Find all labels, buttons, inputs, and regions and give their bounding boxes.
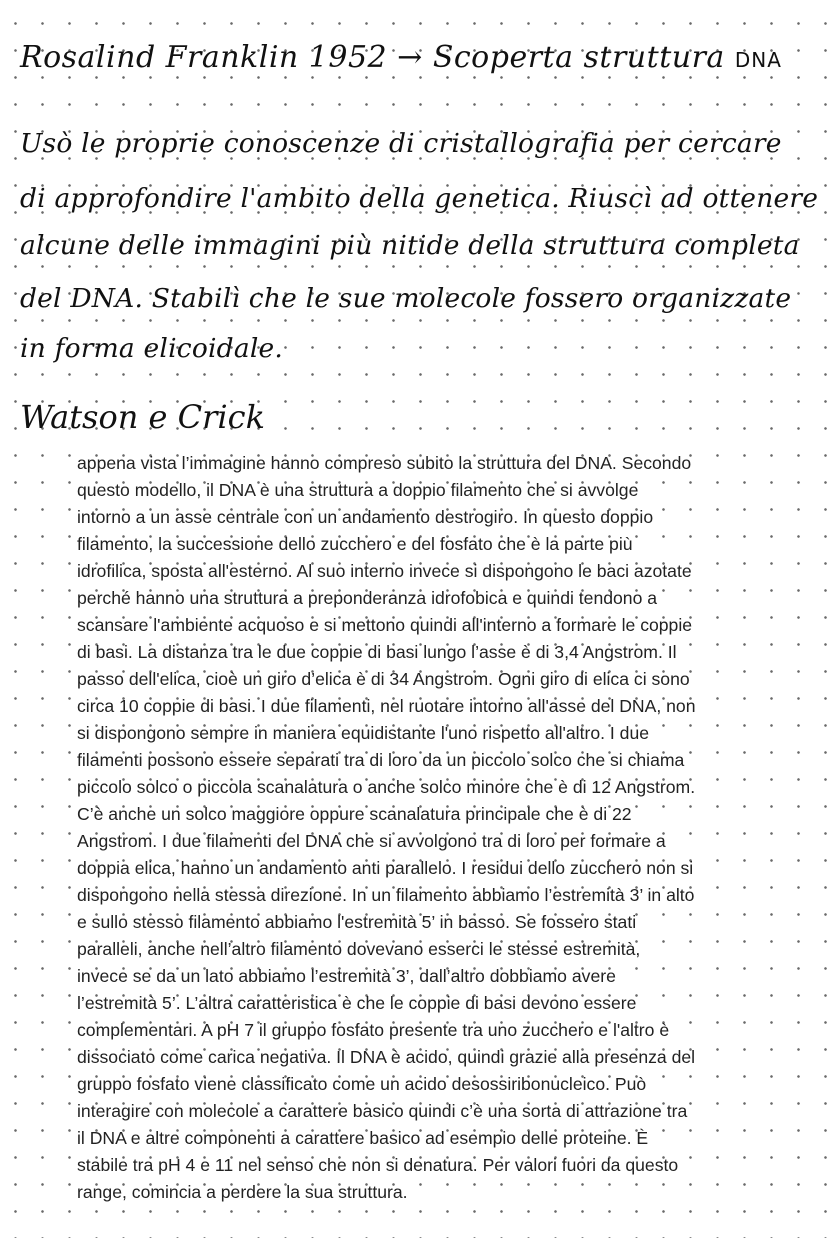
body-line: piccolo solco o piccola scanalatura o anche solco minore che è di 12 Angstrom. xyxy=(77,777,696,797)
body-line: appena vista l’immagine hanno compreso subito la struttura del DNA. Secondo xyxy=(77,453,692,473)
page-title xyxy=(20,40,782,75)
body-line: paralleli, anche nell’altro filamento dovevano esserci le stesse estremità, xyxy=(77,939,641,959)
body-line: l’estremità 5’. L’altra caratteristica è che le coppie di basi devono essere xyxy=(77,993,637,1013)
franklin-line: di approfondire l'ambito della genetica. Riuscì ad ottenere xyxy=(20,183,819,214)
body-line: invece se da un lato abbiamo l’estremità 3’, dall’altro dobbiamo avere xyxy=(77,966,616,986)
body-line: filamento, la successione dello zucchero e del fosfato che è la parte più xyxy=(77,534,633,554)
franklin-line: alcune delle immagini più nitide della struttura completa xyxy=(20,230,800,261)
franklin-line: in forma elicoidale. xyxy=(20,333,283,364)
body-line: questo modello, il DNA è una struttura a doppio filamento che si avvolge xyxy=(77,480,639,500)
body-line: range, comincia a perdere la sua struttura. xyxy=(77,1182,408,1202)
body-line: doppia elica, hanno un andamento anti parallelo. I residui dello zucchero non si xyxy=(77,858,694,878)
body-line: interagire con molecole a carattere basico quindi c’è una sorta di attrazione tra xyxy=(77,1101,688,1121)
body-line: e sullo stesso filamento abbiamo l'estremità 5’ in basso. Se fossero stati xyxy=(77,912,637,932)
body-line: idrofilica, sposta all'esterno. Al suo interno invece si dispongono le baci azotate xyxy=(77,561,692,581)
body-line: stabile tra pH 4 e 11 nel senso che non si denatura. Per valori fuori da questo xyxy=(77,1155,679,1175)
body-line: scansare l'ambiente acquoso e si mettono quindi all'interno a formare le coppie xyxy=(77,615,693,635)
body-line: complementari. A pH 7 il gruppo fosfato presente tra uno zucchero e l'altro è xyxy=(77,1020,670,1040)
body-line: intorno a un asse centrale con un andamento destrogiro. In questo doppio xyxy=(77,507,654,527)
body-line: si dispongono sempre in maniera equidistante l'uno rispetto all'altro. I due xyxy=(77,723,650,743)
body-line: perché hanno una struttura a preponderanza idrofobica e quindi tendono a xyxy=(77,588,658,608)
body-line: di basi. La distanza tra le due coppie di basi lungo l’asse è di 3,4 Angstrom. Il xyxy=(77,642,677,662)
franklin-line: del DNA. Stabilì che le sue molecole fossero organizzate xyxy=(20,283,792,314)
body-paragraph xyxy=(77,450,767,1206)
body-line: passo dell'elica, cioè un giro d’elica è di 34 Angstrom. Ogni giro di elica ci sono xyxy=(77,669,690,689)
body-line: il DNA e altre componenti a carattere basico ad esempio delle proteine. È xyxy=(77,1128,649,1148)
body-line: gruppo fosfato viene classificato come un acido desossiribonucleico. Può xyxy=(77,1074,647,1094)
body-line: dispongono nella stessa direzione. In un filamento abbiamo l’estremità 3’ in alto xyxy=(77,885,695,905)
body-line: filamenti possono essere separati tra di loro da un piccolo solco che si chiama xyxy=(77,750,685,770)
body-line: dissociato come carica negativa. Il DNA è acido, quindi grazie alla presenza del xyxy=(77,1047,696,1067)
body-line: C’è anche un solco maggiore oppure scanalatura principale che è di 22 xyxy=(77,804,632,824)
body-line: circa 10 coppie di basi. I due filamenti, nel ruotare intorno all'asse del DNA, non xyxy=(77,696,696,716)
title-dna: DNA xyxy=(734,48,782,72)
franklin-line: Usò le proprie conoscenze di cristallografia per cercare xyxy=(20,128,782,159)
body-line: Angstrom. I due filamenti del DNA che si avvolgono tra di loro per formare a xyxy=(77,831,666,851)
section-heading: Watson e Crick xyxy=(20,398,265,436)
title-text: Rosalind Franklin 1952 → Scoperta struttura xyxy=(20,40,735,75)
